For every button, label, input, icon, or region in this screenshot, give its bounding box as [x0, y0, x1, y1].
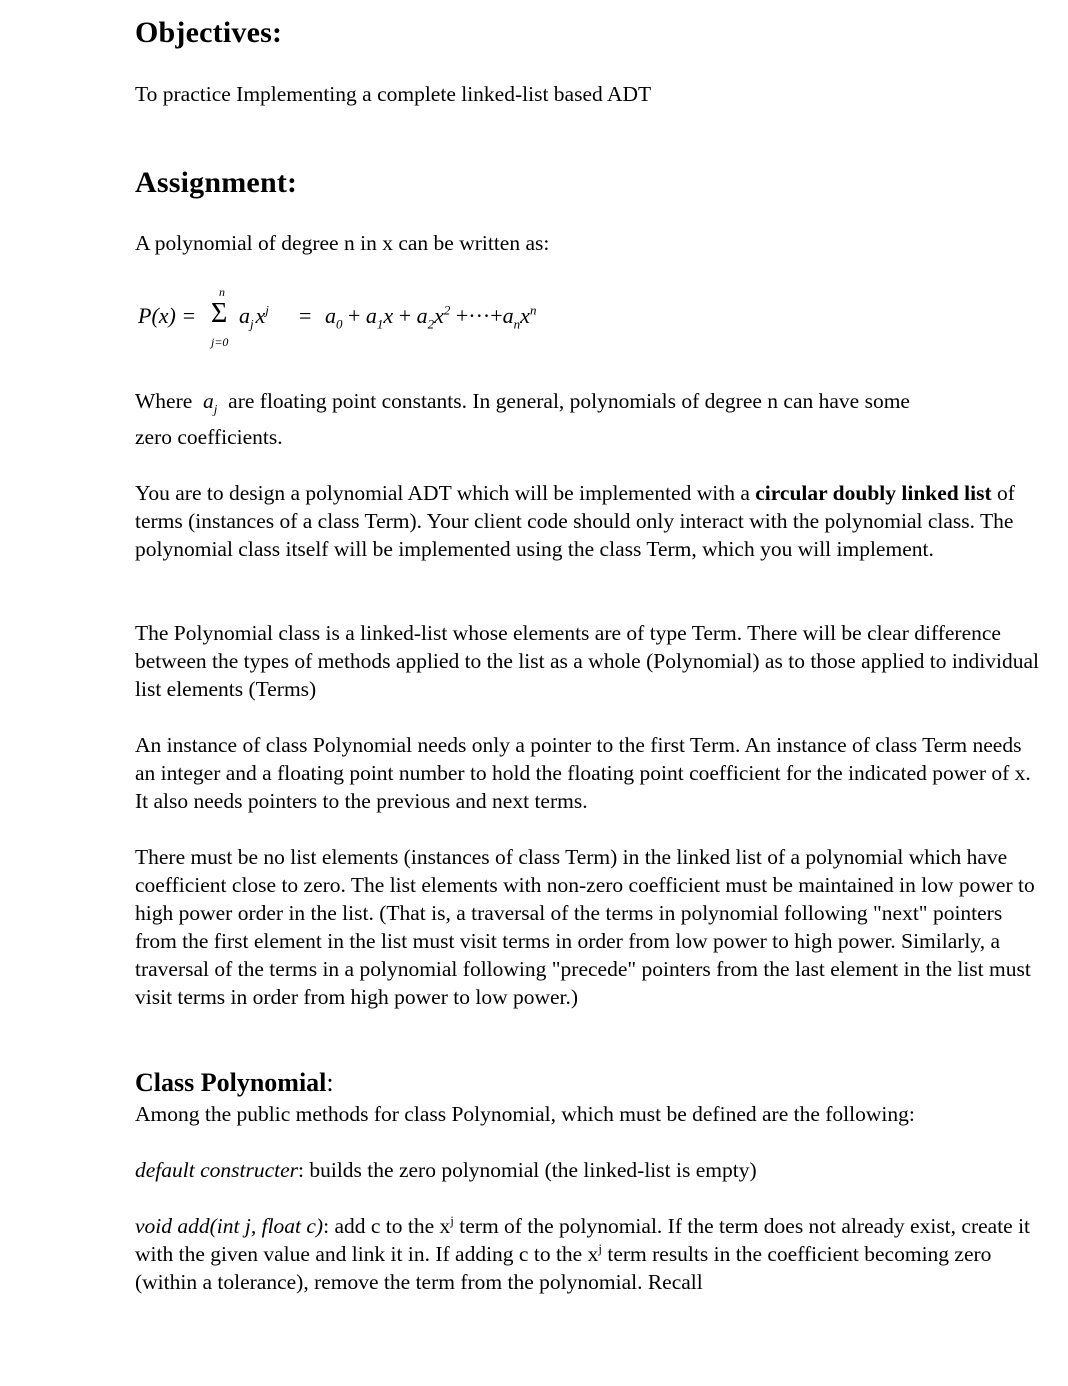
paragraph-polynomial-class: The Polynomial class is a linked-list whose elements are of type Term. There will be clear difference between the types of methods applied to the list as a whole (Polynomial) as to those applied to individual list elements (Terms) — [135, 621, 1040, 701]
assignment-heading: Assignment: — [135, 166, 298, 199]
formula-summand: $a_j$ $x^j$ — [239, 302, 269, 332]
add-method-item: void add(int j, float c): add c to the $x^j$ term of the polynomial. If the term does not already exist, create it with the given value and link it in. If adding c to the $x^j$ term results in the coefficient becoming zero (within a tolerance), remove the term from the polynomial. Recall — [135, 1212, 1031, 1294]
objectives-text: To practice Implementing a complete linked-list based ADT — [135, 82, 652, 106]
formula-rhs: $a_0 + a_1x + a_2x^2 +\cdot\cdot\cdot+a_nx^n$ — [325, 302, 537, 332]
paragraph-adt-design: You are to design a polynomial ADT which will be implemented with a circular doubly linked list of terms (instances of a class Term). Your client code should only interact with the polynomial class. The polynomial class itself will be implemented using the class Term, which you will implement. — [135, 481, 1015, 561]
assignment-intro: A polynomial of degree n in x can be written as: — [135, 231, 550, 255]
formula-lhs: P(x) = — [138, 303, 197, 328]
formula-upper-limit: n — [219, 285, 225, 299]
class-polynomial-intro: Among the public methods for class Polynomial, which must be defined are the following: — [135, 1102, 915, 1126]
paragraph-instance: An instance of class Polynomial needs only a pointer to the first Term. An instance of class Term needs an integer and a floating point number to hold the floating point coefficient for the indicated power of x. It also needs pointers to the previous and next terms. — [135, 733, 1031, 813]
paragraph-list-elements: There must be no list elements (instances of class Term) in the linked list of a polynomial which have coefficient close to zero. The list elements with non-zero coefficient must be maintained in low power to high power order in the list. (That is, a traversal of the terms in polynomial following "next" pointers from the first element in the list must visit terms in order from low power to high power. Similarly, a traversal of the terms in a polynomial following "precede" pointers from the last element in the list must visit terms in order from high power to low power.) — [135, 845, 1035, 1009]
default-constructor-item: default constructer: builds the zero polynomial (the linked-list is empty) — [135, 1158, 757, 1182]
formula-sigma: Σ — [211, 298, 228, 329]
objectives-heading: Objectives: — [135, 16, 283, 49]
formula-lower-limit: j=0 — [211, 335, 229, 349]
formula-equals: = — [299, 303, 312, 328]
polynomial-formula — [135, 285, 605, 355]
where-paragraph-line2: zero coefficients. — [135, 425, 283, 449]
class-polynomial-heading: Class Polynomial: — [135, 1068, 334, 1097]
where-paragraph: Where $a_j$ are floating point constants. In general, polynomials of degree n can have some — [135, 389, 910, 417]
